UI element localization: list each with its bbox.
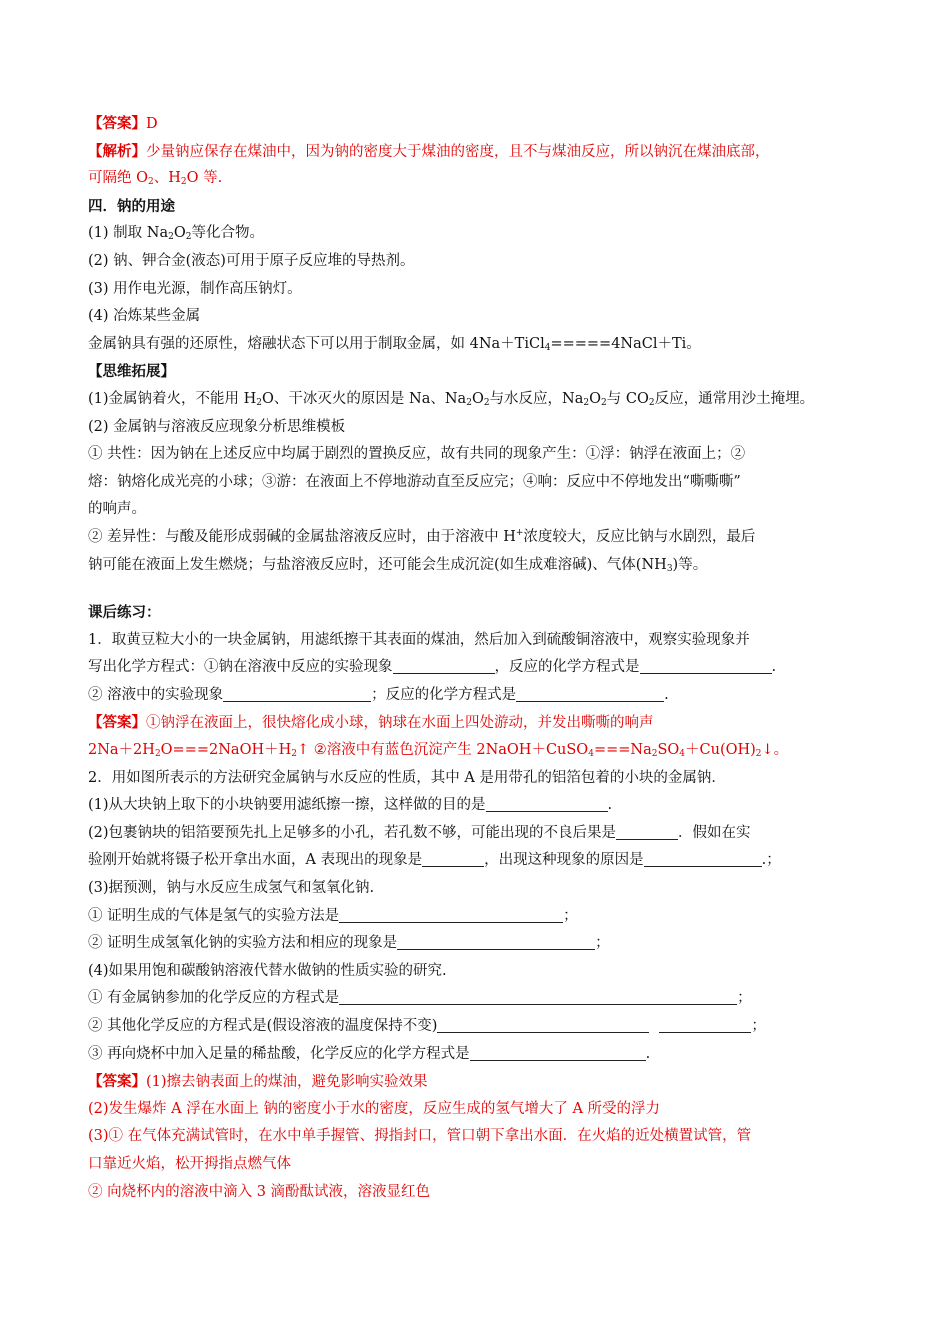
question-1-line-1: 1．取黄豆粒大小的一块金属钠，用滤纸擦干其表面的煤油，然后加入到硫酸铜溶液中，观察实验现象并 <box>88 631 750 648</box>
question-2-line-4: 验刚开始就将镊子松开拿出水面，A 表现出的现象是 ，出现这种现象的原因是 .； <box>88 852 781 869</box>
question-2-line-11: ③ 再向烧杯中加入足量的稀盐酸，化学反应的化学方程式是 . <box>88 1045 651 1062</box>
answer-text: D <box>146 116 158 132</box>
answer-blank[interactable] <box>437 1016 649 1033</box>
question-2-line-2: (1)从大块钠上取下的小块钠要用滤纸擦一擦，这样做的目的是 . <box>88 797 613 814</box>
question-2-line-5: (3)据预测，钠与水反应生成氢气和氢氧化钠. <box>88 880 375 897</box>
analysis-tag: 【解析】 <box>88 142 146 160</box>
answer-blank[interactable] <box>644 850 762 867</box>
question-2-line-8: (4)如果用饱和碳酸钠溶液代替水做钠的性质实验的研究. <box>88 962 447 979</box>
analysis-line-2: 可隔绝 $O_2$、$H_2O$ 等. <box>88 170 223 188</box>
answer-q2-line-4: 口靠近火焰，松开拇指点燃气体 <box>88 1155 291 1172</box>
question-2-line-7: ② 证明生成氢氧化钠的实验方法和相应的现象是 ； <box>88 935 610 952</box>
question-2-line-6: ① 证明生成的气体是氢气的实验方法是 ； <box>88 907 578 924</box>
answer-blank[interactable] <box>223 685 371 702</box>
question-1-line-2: 写出化学方程式：①钠在溶液中反应的实验现象 ，反应的化学方程式是 . <box>88 659 777 676</box>
section-heading-thinking: 【思维拓展】 <box>88 363 175 381</box>
answer-q2-line-2: (2)发生爆炸 A 浮在水面上 钠的密度小于水的密度，反应生成的氢气增大了 A 所受的浮力 <box>88 1100 661 1117</box>
section-heading-uses: 四．钠的用途 <box>88 197 175 215</box>
answer-q1-line-1: 【答案】①钠浮在液面上，很快熔化成小球，钠球在水面上四处游动，并发出嘶嘶的响声 <box>88 714 654 732</box>
question-2-line-10: ② 其他化学反应的方程式是(假设溶液的温度保持不变) ； <box>88 1018 766 1034</box>
answer-blank[interactable] <box>486 795 608 812</box>
answer-1 <box>88 110 868 138</box>
thinking-para-3-line-3: 的响声。 <box>88 501 146 518</box>
uses-item-4: (4) 冶炼某些金属 <box>88 308 201 325</box>
thinking-para-4-line-1: ② 差异性：与酸及能形成弱碱的金属盐溶液反应时，由于溶液中 H+浓度较大，反应比钠与水剧烈，最后 <box>88 527 756 545</box>
thinking-para-1: (1)金属钠着火，不能用 $H_2O$、干冰灭火的原因是 Na、$Na_2O_2$与水反应，$Na_2O_2$与 $CO_2$反应，通常用沙土掩埋。 <box>88 390 815 408</box>
question-1-line-3: ② 溶液中的实验现象 ；反应的化学方程式是 . <box>88 686 669 703</box>
analysis-line-1: 【解析】少量钠应保存在煤油中，因为钠的密度大于煤油的密度，且不与煤油反应，所以钠沉在煤油底部， <box>88 142 770 160</box>
answer-q2-line-1: 【答案】(1)擦去钠表面上的煤油，避免影响实验效果 <box>88 1073 428 1091</box>
uses-item-1: (1) 制取 $Na_2O_2$等化合物。 <box>88 225 264 243</box>
section-heading-exercise: 课后练习： <box>88 604 161 622</box>
answer-blank[interactable] <box>339 906 563 923</box>
uses-item-5: 金属钠具有强的还原性，熔融状态下可以用于制取金属，如 4Na＋TiCl$_4$=====4NaCl＋Ti。 <box>88 335 701 353</box>
answer-blank[interactable] <box>339 988 737 1005</box>
question-2-line-3: (2)包裹钠块的铝箔要预先扎上足够多的小孔，若孔数不够，可能出现的不良后果是 ．假如在实 <box>88 824 751 841</box>
answer-blank[interactable] <box>616 823 678 840</box>
uses-item-3: (3) 用作电光源，制作高压钠灯。 <box>88 280 302 297</box>
answer-blank[interactable] <box>422 850 484 867</box>
answer-blank[interactable] <box>516 685 664 702</box>
thinking-para-4-line-2: 钠可能在液面上发生燃烧；与盐溶液反应时，还可能会生成沉淀(如生成难溶碱)、气体$(NH_3)$等。 <box>88 556 708 574</box>
answer-q2-line-3: (3)① 在气体充满试管时，在水中单手握管、拇指封口，管口朝下拿出水面．在火焰的近处横置试管，管 <box>88 1128 752 1145</box>
uses-item-2: (2) 钠、钾合金(液态)可用于原子反应堆的导热剂。 <box>88 252 415 269</box>
question-2-line-1: 2．用如图所表示的方法研究金属钠与水反应的性质，其中 A 是用带孔的铝箔包着的小块的金属钠． <box>88 769 726 786</box>
answer-blank[interactable] <box>640 657 772 674</box>
thinking-para-3-line-2: 熔：钠熔化成光亮的小球；③游：在液面上不停地游动直至反应完；④响：反应中不停地发出“嘶嘶嘶” <box>88 473 741 490</box>
answer-blank[interactable] <box>659 1016 751 1033</box>
answer-blank[interactable] <box>393 657 495 674</box>
answer-blank[interactable] <box>470 1044 646 1061</box>
answer-q1-line-2: $2Na+2H_2O===2NaOH+H_2↑$ ②溶液中有蓝色沉淀产生 $2NaOH+CuSO_4===Na_2SO_4+Cu(OH)_2↓$。 <box>88 742 789 760</box>
thinking-para-3-line-1: ① 共性：因为钠在上述反应中均属于剧烈的置换反应，故有共同的现象产生：①浮：钠浮在液面上；② <box>88 446 746 463</box>
answer-tag: 【答案】 <box>88 115 146 132</box>
document-page <box>88 110 868 1206</box>
question-2-line-9: ① 有金属钠参加的化学反应的方程式是 ； <box>88 990 752 1007</box>
answer-q2-line-5: ② 向烧杯内的溶液中滴入 3 滴酚酞试液，溶液显红色 <box>88 1183 431 1200</box>
answer-blank[interactable] <box>397 933 595 950</box>
thinking-para-2: (2) 金属钠与溶液反应现象分析思维模板 <box>88 418 346 435</box>
